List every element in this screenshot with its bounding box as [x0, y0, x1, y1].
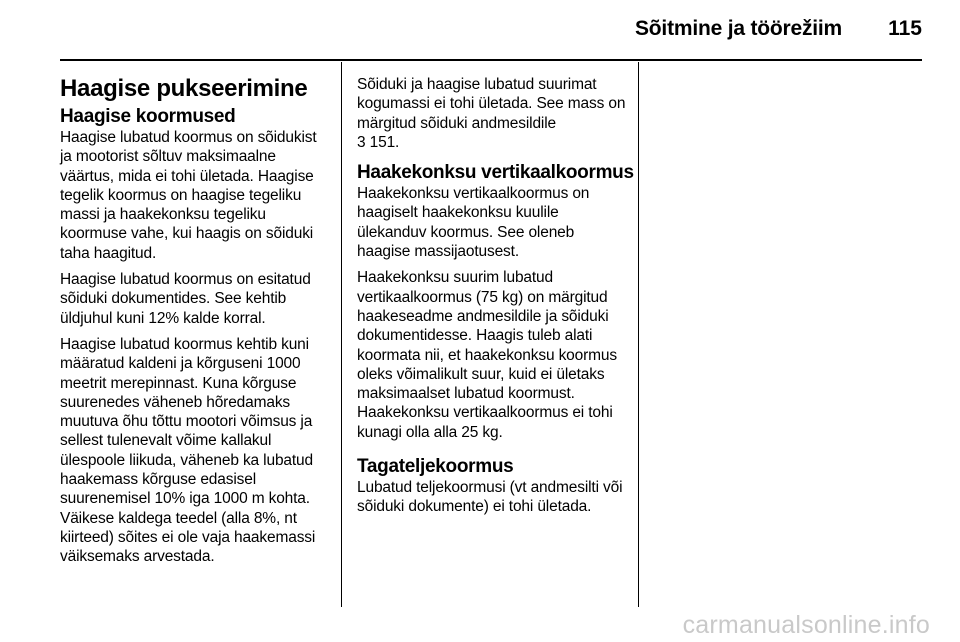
paragraph: Sõiduki ja haagise lubatud suurimat kogumassi ei tohi ületada. See mass on märgitud sõiduki andmesildile: [357, 76, 626, 132]
column-middle: [357, 75, 634, 524]
watermark: carmanualsonline.info: [682, 611, 930, 639]
subsection-heading-trailer-loads: Haagise koormused: [60, 106, 236, 127]
paragraph: Lubatud teljekoormusi (vt andmesilti või sõiduki dokumente) ei tohi ületada.: [357, 479, 623, 516]
column-divider: [341, 62, 342, 607]
column-left: [60, 62, 330, 574]
subsection-heading-vertical-load: Haakekonksu vertikaalkoormus: [357, 162, 634, 184]
paragraph: Haakekonksu vertikaalkoormus on haagiselt haakekonksu kuulile ülekanduv koormus. See oleneb haagise massijaotusest.: [357, 185, 590, 261]
paragraph: Haakekonksu suurim lubatud vertikaalkoormus (75 kg) on märgitud haakeseadme andmesildile ja sõiduki dokumentidesse. Haagis tuleb alati koormata nii, et haakekonksu koormus oleks võimalikult suur, kuid ei ületaks maksimaalset lubatud koormust. Haakekonksu vertikaalkoormus ei tohi kunagi olla alla 25 kg.: [357, 269, 617, 441]
page-header: [0, 0, 960, 62]
paragraph: Haagise lubatud koormus on sõidukist ja mootorist sõltuv maksimaalne väärtus, mida ei tohi ületada. Haagise tegelik koormus on haagise tegeliku massi ja haakekonksu tegeliku koormuse vahe, kui haagis on sõiduki taha haagitud.: [60, 129, 317, 262]
header-divider: [60, 59, 922, 61]
paragraph: Haagise lubatud koormus on esitatud sõiduki dokumentides. See kehtib üldjuhul kuni 12% kalde korral.: [60, 271, 311, 327]
column-divider: [638, 62, 639, 607]
page-number: 115: [888, 17, 922, 40]
section-title: Haagise pukseerimine: [60, 75, 308, 102]
chapter-title: Sõitmine ja töörežiim: [635, 17, 842, 40]
subsection-heading-axle-load: Tagateljekoormus: [357, 456, 514, 478]
paragraph: Haagise lubatud koormus kehtib kuni määratud kaldeni ja kõrguseni 1000 meetrit merepinnast. Kuna kõrguse suurenedes väheneb hõredamaks muutuva õhu tõttu mootori võimsus ja sellest tulenevalt võime kallakul ülespoole liikuda, väheneb ka lubatud haakemass kõrguse edasisel suurenemisel 10% iga 1000 m kohta. Väikese kaldega teedel (alla 8%, nt kiirteed) sõites ei ole vaja haakemassi väiksemaks arvestada.: [60, 335, 316, 566]
page-reference[interactable]: 3 151.: [357, 133, 400, 151]
